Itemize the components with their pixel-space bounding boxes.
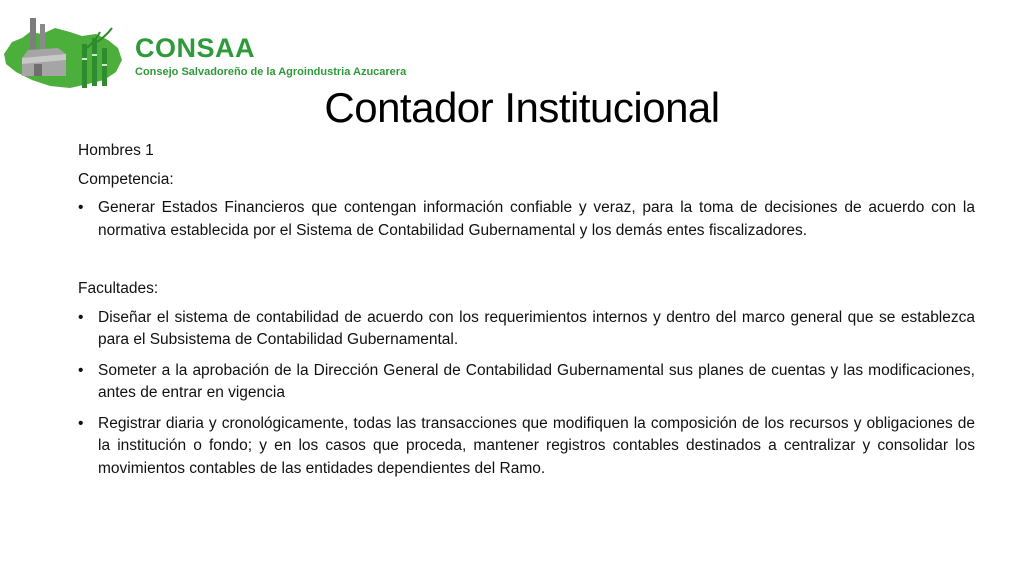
hombres-text: Hombres 1 xyxy=(78,142,154,159)
facultades-label: Facultades: xyxy=(78,280,159,297)
bullet-marker: • xyxy=(78,361,84,379)
bullet-marker: • xyxy=(78,414,84,432)
facultades-item xyxy=(78,413,975,481)
facultades-item xyxy=(78,360,975,405)
bullet-marker: • xyxy=(78,199,84,216)
page-title: Contador Institucional xyxy=(324,84,720,131)
logo-brand-name: CONSAA xyxy=(135,33,256,63)
competencia-item xyxy=(78,197,975,242)
consaa-logo xyxy=(0,14,430,94)
facultades-item-text: Registrar diaria y cronológicamente, todas las transacciones que modifiquen la composición de los recursos y obligaciones de la institución o fondo; y en los casos que proceda, mantener registros contables destinados a centralizar y consolidar los movimientos contables de las entidades dependientes del Ramo. xyxy=(98,414,975,477)
facultades-item-text: Someter a la aprobación de la Dirección General de Contabilidad Gubernamental sus planes de cuentas y las modificaciones, antes de entrar en vigencia xyxy=(98,361,975,401)
competencia-label: Competencia: xyxy=(78,170,174,188)
facultades-item-text: Diseñar el sistema de contabilidad de acuerdo con los requerimientos internos y dentro del marco general que se establezca para el Subsistema de Contabilidad Gubernamental. xyxy=(98,308,975,348)
bullet-marker: • xyxy=(78,308,84,326)
consaa-logo-icon xyxy=(0,14,125,94)
slide-content xyxy=(78,140,975,488)
competencia-item-text: Generar Estados Financieros que contengan información confiable y veraz, para la toma de decisiones de acuerdo con la normativa establecida por el Sistema de Contabilidad Gubernamental y los demás entes fiscalizadores. xyxy=(98,199,975,239)
logo-brand-subtitle: Consejo Salvadoreño de la Agroindustria Azucarera xyxy=(135,66,407,78)
facultades-item xyxy=(78,307,975,352)
